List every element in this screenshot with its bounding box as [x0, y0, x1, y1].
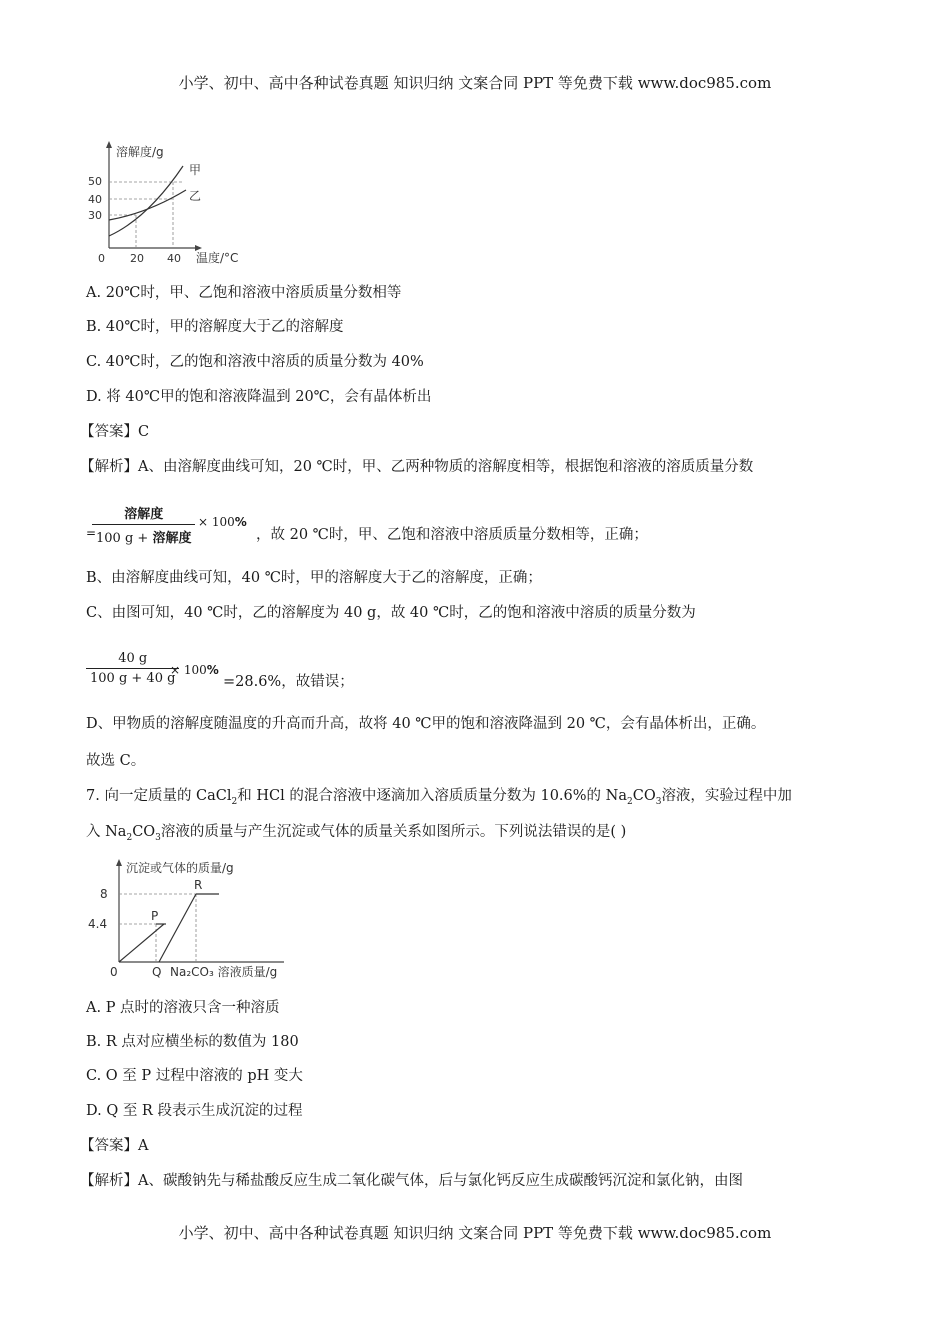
q6-option-d: D. 将 40℃甲的饱和溶液降温到 20℃，会有晶体析出	[86, 389, 432, 405]
frac2-times: × 100%	[170, 663, 219, 677]
chart1-ytick-30: 30	[88, 209, 102, 222]
q6-option-a: A. 20℃时，甲、乙饱和溶液中溶质质量分数相等	[86, 285, 402, 301]
precipitate-chart	[84, 856, 299, 980]
q6-explanation-1: 【解析】A、由溶解度曲线可知，20 ℃时，甲、乙两种物质的溶解度相等，根据饱和溶液的溶质质量分数	[80, 459, 754, 475]
chart1-xtick-40: 40	[167, 252, 181, 265]
q6-explanation-4: C、由图可知，40 ℃时，乙的溶解度为 40 g，故 40 ℃时，乙的饱和溶液中溶质的质量分数为	[86, 605, 696, 621]
q7-option-b: B. R 点对应横坐标的数值为 180	[86, 1034, 299, 1050]
frac1-prefix: =	[86, 526, 97, 540]
q7-explanation-1: 【解析】A、碳酸钠先与稀盐酸反应生成二氧化碳气体，后与氯化钙反应生成碳酸钙沉淀和氯化钠，由图	[80, 1173, 743, 1189]
precipitate-segment	[159, 894, 196, 962]
chart2-ytick-4-4: 4.4	[88, 917, 108, 931]
solubility-chart	[88, 138, 268, 268]
curve-yi	[109, 190, 186, 220]
chart2-xtick-0: 0	[110, 965, 118, 979]
q7-stem-1: 7. 向一定质量的 CaCl$_2$和 HCl 的混合溶液中逐滴加入溶质质量分数为 10.6%的 $Na_2CO_3$溶液，实验过程中加	[86, 788, 792, 807]
frac2-numerator: 40 g	[118, 651, 148, 666]
q6-explanation-5: =28.6%，故错误；	[223, 674, 354, 690]
q6-option-b: B. 40℃时，甲的溶解度大于乙的溶解度	[86, 319, 344, 335]
frac1-times: × 100%	[198, 515, 247, 529]
q6-explanation-2: ，故 20 ℃时，甲、乙饱和溶液中溶质质量分数相等，正确；	[256, 527, 648, 543]
chart2-xtick-q: Q	[152, 965, 162, 979]
chart1-ylabel: 溶解度/g	[116, 145, 164, 159]
series-label-jia: 甲	[189, 163, 202, 177]
q6-answer: 【答案】C	[80, 424, 150, 440]
q7-option-a: A. P 点时的溶液只含一种溶质	[86, 1000, 280, 1016]
q7-option-c: C. O 至 P 过程中溶液的 pH 变大	[86, 1068, 303, 1084]
chart1-xtick-20: 20	[130, 252, 144, 265]
frac1-denominator: 100 g + 溶解度	[96, 531, 192, 546]
page-footer: 小学、初中、高中各种试卷真题 知识归纳 文案合同 PPT 等免费下载 www.doc985.com	[178, 1224, 772, 1242]
q7-answer: 【答案】A	[80, 1138, 149, 1154]
y-axis-arrow	[106, 141, 112, 148]
chart2-xlabel: Na₂CO₃ 溶液质量/g	[170, 965, 278, 979]
point-label-r: R	[194, 878, 203, 892]
chart1-ytick-40: 40	[88, 193, 102, 206]
chart2-ytick-8: 8	[100, 887, 108, 901]
q6-explanation-6: D、甲物质的溶解度随温度的升高而升高，故将 40 ℃甲的饱和溶液降温到 20 ℃，会有晶体析出，正确。	[86, 716, 766, 732]
chart2-ylabel: 沉淀或气体的质量/g	[126, 861, 234, 875]
fraction-formula-2	[86, 651, 179, 686]
frac1-numerator: 溶解度	[124, 507, 164, 522]
page-header: 小学、初中、高中各种试卷真题 知识归纳 文案合同 PPT 等免费下载 www.doc985.com	[178, 74, 772, 92]
y-axis-arrow	[116, 859, 122, 866]
point-label-p: P	[151, 909, 159, 923]
q7-stem-2: 入 $Na_2CO_3$溶液的质量与产生沉淀或气体的质量关系如图所示。下列说法错误的是( )	[86, 824, 627, 843]
q6-explanation-3: B、由溶解度曲线可知，40 ℃时，甲的溶解度大于乙的溶解度，正确；	[86, 570, 542, 586]
chart1-xtick-0: 0	[98, 252, 105, 265]
q6-option-c: C. 40℃时，乙的饱和溶液中溶质的质量分数为 40%	[86, 354, 424, 370]
q7-option-d: D. Q 至 R 段表示生成沉淀的过程	[86, 1103, 303, 1119]
fraction-formula-1	[92, 503, 195, 546]
q6-explanation-7: 故选 C。	[86, 753, 146, 769]
gas-segment	[119, 924, 164, 962]
curve-jia	[109, 166, 183, 236]
chart1-xlabel: 温度/°C	[196, 251, 239, 265]
chart1-ytick-50: 50	[88, 175, 102, 188]
series-label-yi: 乙	[189, 189, 202, 203]
frac2-denominator: 100 g + 40 g	[90, 671, 176, 686]
